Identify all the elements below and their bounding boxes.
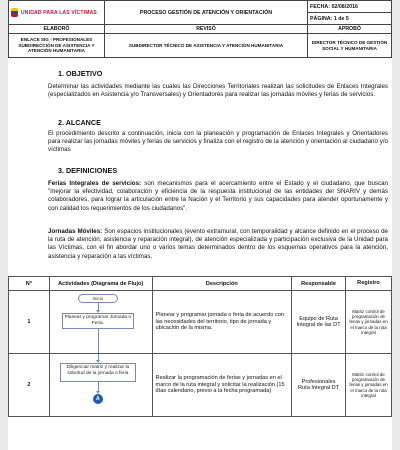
activities-table bbox=[8, 276, 392, 417]
definition-jornadas-term: Jornadas Móviles: bbox=[48, 228, 103, 235]
table-row bbox=[9, 291, 392, 354]
definition-ferias bbox=[48, 180, 388, 213]
row-responsible: Profesionales Ruta Integral DT bbox=[292, 354, 346, 417]
flow-process-box: Planear y programar Jornada o Feria. bbox=[62, 313, 134, 329]
row-responsible: Equipo de Ruta Integral de las DT bbox=[292, 291, 346, 354]
table-header-row bbox=[9, 277, 392, 291]
logo-cell bbox=[9, 1, 105, 25]
aprobo-value: DIRECTOR TÉCNICO DE GESTIÓN SOCIAL Y HUMANITARIA bbox=[308, 34, 392, 58]
page-number: PÁGINA: 1 de 5 bbox=[308, 13, 392, 25]
row-record: Matriz control de programación de ferias y jornadas en el marco de la ruta integral bbox=[346, 354, 392, 417]
document-title: PROCESO GESTIÓN DE ATENCIÓN Y ORIENTACIÓN bbox=[105, 1, 308, 25]
col-record-header: Registro bbox=[346, 277, 392, 291]
definition-ferias-term: Ferias Integrales de servicios: bbox=[48, 180, 142, 187]
flow-offpage-connector: A bbox=[93, 394, 103, 404]
flow-cell bbox=[49, 354, 152, 417]
section-alcance-text: El procedimiento descrito a continuación, inicia con la planeación y programación de Enlaces Integrales y Orientadores para realizar las jornadas móviles y ferias de servicios y finaliza con el registro de la atención y orientación al ciudadano y/o víctimas bbox=[48, 130, 388, 154]
col-activities-header: Actividades (Diagrama de Flujo) bbox=[49, 277, 152, 291]
table-row bbox=[9, 354, 392, 417]
colombia-crest-icon bbox=[11, 8, 18, 17]
definition-jornadas bbox=[48, 228, 388, 261]
elaboro-header: ELABORÓ bbox=[9, 25, 105, 34]
section-alcance-title: 2. ALCANCE bbox=[58, 118, 101, 127]
aprobo-header: APROBÓ bbox=[308, 25, 392, 34]
row-description: Realizar la programación de ferias y jornadas en el marco de la ruta integral y solicitar la realización (15 días calendario, previo a la fecha programada) bbox=[152, 354, 292, 417]
flow-process-box: Diligenciar matriz y realizar la solicitud de la jornada o feria bbox=[60, 363, 136, 382]
row-description: Planear y programar jornada o feria de acuerdo con las necesidades del territorio, tipo de jornada y ubicación de la misma. bbox=[152, 291, 292, 354]
document-header bbox=[8, 0, 392, 58]
section-objetivo-text: Determinar las actividades mediante las cuales las Direcciones Territoriales realizan las solicitudes de Enlaces Integrales (especializados en Asistencia y/o Transversales) y Orientadores para realizar las jornadas móviles y ferias de servicios. bbox=[48, 83, 388, 99]
document-page bbox=[8, 0, 392, 450]
reviso-header: REVISÓ bbox=[105, 25, 308, 34]
col-num-header: N° bbox=[9, 277, 50, 291]
logo-text: UNIDAD PARA LAS VÍCTIMAS bbox=[21, 9, 97, 16]
col-responsible-header: Responsable bbox=[292, 277, 346, 291]
reviso-value: SUBDIRECTOR TÉCNICO DE ASISTENCIA Y ATENCIÓN HUMANITARIA bbox=[105, 34, 308, 58]
document-date: FECHA: 02/08/2016 bbox=[308, 1, 392, 13]
row-number: 1 bbox=[9, 291, 50, 354]
col-description-header: Descripción bbox=[152, 277, 292, 291]
flow-connector-line bbox=[98, 329, 99, 353]
flow-start-terminator: Inicio bbox=[78, 294, 118, 303]
flow-cell bbox=[49, 291, 152, 354]
definition-ferias-text: son mecanismos para el acercamiento entre el Estado y el ciudadano, que buscan "mejorar la efectividad, colaboración y eficiencia de la respuesta institucional de las entidades del SNARIV y demás colaboradores, para lograr la articulación entre la Nación y el Territorio y sus capacidades para atender oportunamente y con calidad los requerimientos de los ciudadanos". bbox=[48, 180, 388, 212]
row-number: 2 bbox=[9, 354, 50, 417]
elaboro-value: ENLACE SIG - PROFESIONALES SUBDIRECCIÓN DE ASISTENCIA Y ATENCIÓN HUMANITARIA bbox=[9, 34, 105, 58]
row-record: Matriz control de programación de ferias y jornadas en el marco de la ruta integral bbox=[346, 291, 392, 354]
section-definiciones-title: 3. DEFINICIONES bbox=[58, 166, 118, 175]
section-objetivo-title: 1. OBJETIVO bbox=[58, 69, 103, 78]
definition-jornadas-text: Son espacios institucionales (evento extramural, con temporalidad y alcance definido en el proceso de la ruta de atención, asistencia y reparación integral), de atención especializada y participación exclusiva de la Unidad para las Víctimas, con el fin abordar uno o varios temas determinados dentro de los esquemas operativos para la atención, asistencia y reparación a las víctimas. bbox=[48, 228, 388, 260]
